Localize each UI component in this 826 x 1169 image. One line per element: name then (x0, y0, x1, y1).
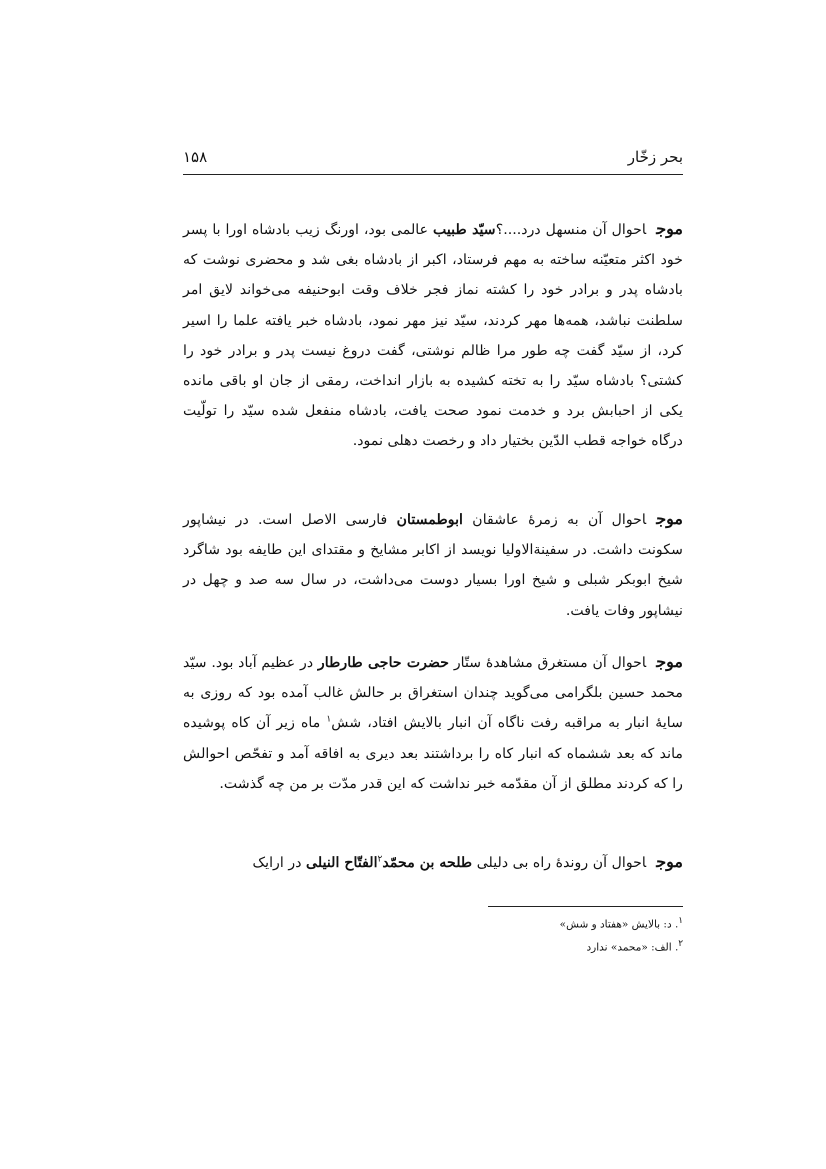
footnote-text: . الف: «محمد» ندارد (586, 941, 679, 953)
entry-name: ابوطمستان (396, 512, 464, 528)
page-number: ۱۵۸ (183, 148, 208, 166)
entry-body: در عظیم آباد بود. سیّد محمد حسین بلگرامی می‌گوید چندان استغراق بر حالش غالب آمده بود که روزی به سایهٔ انبار به مراقبه رفت ناگاه آن انبار بالایش افتاد، شش (183, 655, 683, 732)
running-title: بحر زخّار (627, 148, 683, 166)
footnote-ref-2[interactable]: ۲ (377, 854, 383, 865)
entry-lead: احوال آن به زمرهٔ عاشقان (463, 512, 647, 528)
footnote-1 (383, 912, 683, 935)
footnote-mark: ۲ (678, 938, 683, 949)
entry-keyword: موج (656, 852, 683, 871)
entry-lead: احوال آن روندهٔ راه بی دلیلی (472, 855, 647, 871)
footnote-text: . د: بالایش «هفتاد و شش» (559, 918, 679, 931)
entry-body: فارسی الاصل است. در نیشاپور سکونت داشت. در سفینةالاولیا نویسد از اکابر مشایخ و مقتدای این طایفه بود شاگرد شیخ ابوبکر شبلی و شیخ اورا بسیار دوست می‌داشت، در سال سه صد و چهل در نیشاپور وفات یافت. (183, 512, 683, 619)
footnote-ref-1[interactable]: ۱ (326, 714, 332, 725)
entry-haji-tartar (183, 647, 683, 799)
footnote-2 (383, 935, 683, 958)
running-header (183, 146, 683, 175)
entry-sayyid-tabib (183, 214, 683, 457)
entry-keyword: موج (656, 219, 683, 238)
entry-keyword: موج (656, 652, 683, 671)
entry-body: عالمی بود، اورنگ زیب بادشاه اورا با پسر خود اکثر متعیّنه ساخته به مهم فرستاد، اکبر از بادشاه بغی شد و محضری نوشت که بادشاه پدر و برادر خود را کشته نماز فجر خلاف وقت ابوحنیفه می‌خواند لایق امر سلطنت نباشد، همه‌ها مهر کردند، سیّد نیز مهر نمود، بادشاه خبر یافته علما را اسیر کرد، از سیّد گفت چه طور مرا ظالم نوشتی، گفت دروغ نیست پدر و برادر خود را کشتی؟ بادشاه سیّد را به تخته کشیده به بازار انداخت، رمقی از جان او باقی مانده یکی از احبابش برد و خدمت نمود صحت یافت، بادشاه منفعل شده سیّد را تولّیت درگاه خواجه قطب الدّین بختیار داد و رخصت دهلی نمود. (183, 222, 683, 450)
entry-name-continued: الفتّاح النیلی (306, 855, 378, 871)
entry-talha (183, 847, 683, 878)
entry-body: در ارایک (252, 855, 307, 871)
footnote-divider (488, 906, 683, 907)
entry-name: طلحه بن محمّد (382, 855, 473, 871)
entry-abutamastan (183, 504, 683, 626)
footnotes (383, 912, 683, 957)
entry-lead: احوال آن منسهل درد....؟ (495, 222, 647, 238)
entry-keyword: موج (656, 509, 683, 528)
entry-name: حضرت حاجی طارطار (317, 655, 450, 671)
entry-body-continued: ماه زیر آن کاه پوشیده ماند که بعد ششماه که انبار کاه را برداشتند بعد دیری به افاقه آمد و تفحّص احوالش را که کردند مطلق از آن مقدّمه خبر نداشت که این قدر مدّت بر من چه گذشت. (183, 715, 683, 792)
entry-lead: احوال آن مستغرق مشاهدهٔ ستّار (449, 655, 647, 671)
entry-name: سیّد طبیب (432, 222, 496, 238)
footnote-mark: ۱ (678, 916, 683, 926)
